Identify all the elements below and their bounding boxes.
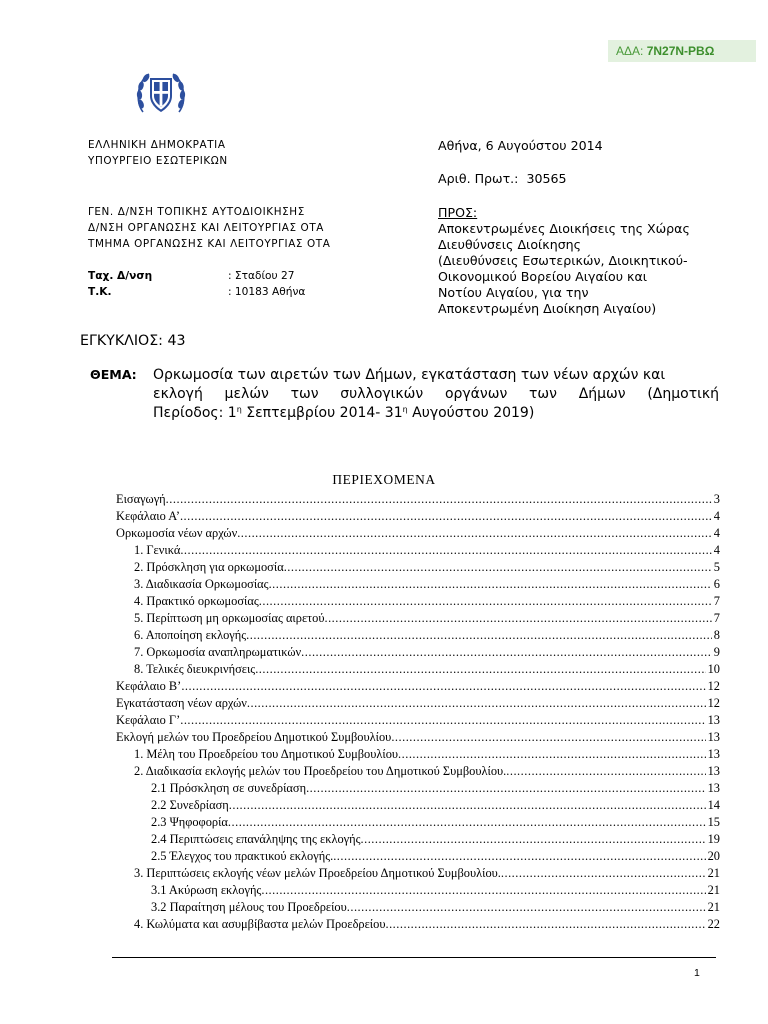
toc-leader [228, 814, 706, 831]
toc-entry[interactable] [134, 916, 720, 933]
toc-leader [247, 695, 706, 712]
toc-entry[interactable] [116, 508, 720, 525]
toc-entry-text: 2.5 Έλεγχος του πρακτικού εκλογής. [151, 849, 334, 863]
toc-entry-text: 5. Περίπτωση μη ορκωμοσίας αιρετού [134, 611, 325, 625]
subject-line [153, 404, 719, 423]
postcode-row [88, 284, 305, 300]
toc-leader [506, 763, 705, 780]
toc-leader [261, 882, 705, 899]
toc-entry-page: 21 [707, 883, 720, 897]
toc-entry-text: Εκλογή μελών του Προεδρείου Δημοτικού Συμβουλίου [116, 730, 392, 744]
toc-entry[interactable] [116, 678, 720, 695]
recipients-block [438, 205, 758, 317]
toc-entry[interactable] [151, 814, 720, 831]
toc-title: ΠΕΡΙΕΧΟΜΕΝΑ [332, 472, 436, 487]
toc-leader [180, 542, 711, 559]
subject-label: ΘΕΜΑ: [90, 367, 137, 382]
document-date: Αθήνα, 6 Αυγούστου 2014 [438, 138, 603, 153]
to-label: ΠΡΟΣ: [438, 205, 478, 220]
toc-entry-page: 4 [713, 509, 720, 523]
toc-entry-page: 13 [707, 747, 720, 761]
toc-leader [301, 644, 712, 661]
toc-entry[interactable] [116, 729, 720, 746]
subject-fragment: Περίοδος: 1 [153, 405, 237, 421]
toc-entry-page: 7 [713, 611, 720, 625]
toc-leader [361, 831, 706, 848]
toc-entry-page: 4 [713, 526, 720, 540]
toc-entry-page: 12 [707, 696, 720, 710]
toc-entry[interactable] [116, 695, 720, 712]
recipient-line: Αποκεντρωμένες Διοικήσεις της Χώρας [438, 221, 690, 236]
subject-line: Ορκωμοσία των αιρετών των Δήμων, εγκατάσταση των νέων αρχών και [153, 367, 666, 383]
subject-text [153, 366, 719, 423]
toc-entry-page: 8 [713, 628, 720, 642]
toc-leader [347, 899, 706, 916]
toc-leader [259, 593, 712, 610]
toc-entry[interactable] [151, 831, 720, 848]
ada-badge [608, 40, 756, 62]
toc-entry-text: 2. Πρόσκληση για ορκωμοσία [134, 560, 284, 574]
toc-entry-page: 4 [713, 543, 720, 557]
recipient-line: (Διευθύνσεις Εσωτερικών, Διοικητικού- [438, 253, 688, 268]
toc-entry[interactable] [134, 865, 720, 882]
recipient-line: Αποκεντρωμένη Διοίκηση Αιγαίου) [438, 301, 657, 316]
toc-entry[interactable] [151, 899, 720, 916]
republic-title: ΕΛΛΗΝΙΚΗ ΔΗΜΟΚΡΑΤΙΑ [88, 139, 226, 151]
ministry-title: ΥΠΟΥΡΓΕΙΟ ΕΣΩΤΕΡΙΚΩΝ [88, 155, 228, 167]
toc-entry-page: 14 [707, 798, 720, 812]
address-label: Ταχ. Δ/νση [88, 270, 153, 282]
toc-leader [246, 627, 712, 644]
toc-entry-text: 8. Τελικές διευκρινήσεις [134, 662, 256, 676]
toc-entry[interactable] [134, 746, 720, 763]
toc-entry[interactable] [134, 559, 720, 576]
toc-entry[interactable] [134, 610, 720, 627]
toc-entry-text: Κεφάλαιο Α’ [116, 509, 180, 523]
postcode-label: Τ.Κ. [88, 286, 112, 298]
directorate: Δ/ΝΣΗ ΟΡΓΑΝΩΣΗΣ ΚΑΙ ΛΕΙΤΟΥΡΓΙΑΣ ΟΤΑ [88, 222, 324, 234]
toc-entry-page: 20 [707, 849, 720, 863]
directorate-general: ΓΕΝ. Δ/ΝΣΗ ΤΟΠΙΚΗΣ ΑΥΤΟΔΙΟΙΚΗΣΗΣ [88, 206, 305, 218]
protocol-number: 30565 [526, 171, 567, 186]
toc-entry[interactable] [134, 593, 720, 610]
toc-entry-page: 5 [713, 560, 720, 574]
toc-entry[interactable] [134, 542, 720, 559]
toc-entry-page: 7 [713, 594, 720, 608]
toc-entry-text: Εισαγωγή [116, 492, 166, 506]
toc-entry-text: Κεφάλαιο Β’ [116, 679, 182, 693]
toc-leader [306, 780, 706, 797]
toc-entry-text: 7. Ορκωμοσία αναπληρωματικών [134, 645, 302, 659]
toc-entry-text: 3.1 Ακύρωση εκλογής [151, 883, 262, 897]
recipient-line: Διευθύνσεις Διοίκησης [438, 237, 582, 252]
subject-fragment: Σεπτεμβρίου 2014- 31 [241, 405, 403, 421]
page-number: 1 [694, 967, 700, 979]
recipient-line: Νοτίου Αιγαίου, για την [438, 285, 589, 300]
toc-entry[interactable] [116, 525, 720, 542]
toc-entry[interactable] [134, 763, 720, 780]
toc-entry-text: 3. Διαδικασία Ορκωμοσίας [134, 577, 269, 591]
superscript: η [402, 405, 408, 414]
toc-leader [181, 678, 705, 695]
toc-entry[interactable] [151, 848, 720, 865]
toc-entry-text: 6. Αποποίηση εκλογής [134, 628, 247, 642]
toc-entry-page: 21 [707, 900, 720, 914]
greek-emblem-icon [133, 66, 189, 122]
toc-leader [166, 491, 712, 508]
toc-entry-text: 3.2 Παραίτηση μέλους του Προεδρείου [151, 900, 347, 914]
toc-entry-text: 3. Περιπτώσεις εκλογής νέων μελών Προεδρείου Δημοτικού Συμβουλίου. [134, 866, 501, 880]
toc-entry-page: 10 [707, 662, 720, 676]
toc-leader [284, 559, 712, 576]
toc-entry-text: 2.1 Πρόσκληση σε συνεδρίαση [151, 781, 307, 795]
toc-entry-page: 9 [713, 645, 720, 659]
toc-entry-text: 4. Κωλύματα και ασυμβίβαστα μελών Προεδρείου [134, 917, 386, 931]
address-value: : Σταδίου 27 [228, 270, 295, 282]
toc-leader [501, 865, 706, 882]
protocol-label: Αριθ. Πρωτ.: [438, 171, 519, 186]
toc-entry-text: 4. Πρακτικό ορκωμοσίας [134, 594, 259, 608]
toc-entry-page: 19 [707, 832, 720, 846]
circular-number: ΕΓΚΥΚΛΙΟΣ: 43 [80, 333, 186, 349]
toc-leader [229, 797, 706, 814]
postcode-value: : 10183 Αθήνα [228, 286, 306, 298]
toc-leader [324, 610, 711, 627]
toc-entry-page: 13 [707, 730, 720, 744]
toc-entry-page: 13 [707, 781, 720, 795]
toc-entry-text: 1. Γενικά [134, 543, 181, 557]
subject-line: εκλογή μελών των συλλογικών οργάνων των Δήμων (Δημοτική [153, 386, 719, 402]
toc-leader [255, 661, 705, 678]
ada-label: ΑΔΑ: [616, 44, 647, 58]
toc-entry[interactable] [134, 661, 720, 678]
toc-entry-text: Ορκωμοσία νέων αρχών [116, 526, 238, 540]
toc-entry-text: 2.2 Συνεδρίαση [151, 798, 229, 812]
toc-leader [180, 508, 712, 525]
subject-fragment: Αυγούστου 2019) [407, 405, 535, 421]
toc-leader [333, 848, 705, 865]
toc-entry[interactable] [134, 644, 720, 661]
toc-entry-page: 13 [707, 764, 720, 778]
toc-leader [269, 576, 712, 593]
toc-entry-page: 3 [713, 492, 720, 506]
toc-leader [391, 729, 705, 746]
toc-entry-page: 12 [707, 679, 720, 693]
ada-code: 7Ν27Ν-ΡΒΩ [646, 44, 715, 58]
superscript: η [236, 405, 242, 414]
toc-entry[interactable] [151, 797, 720, 814]
toc-entry-page: 13 [707, 713, 720, 727]
recipient-line: Οικονομικού Βορείου Αιγαίου και [438, 269, 648, 284]
department: ΤΜΗΜΑ ΟΡΓΑΝΩΣΗΣ ΚΑΙ ΛΕΙΤΟΥΡΓΙΑΣ ΟΤΑ [88, 238, 331, 250]
toc-entry[interactable] [151, 780, 720, 797]
toc-entry-text: 2. Διαδικασία εκλογής μελών του Προεδρείου του Δημοτικού Συμβουλίου. [134, 764, 507, 778]
address-row [88, 268, 295, 284]
toc-entry-text: Κεφάλαιο Γ’ [116, 713, 181, 727]
protocol-line [438, 171, 758, 187]
toc-leader [237, 525, 712, 542]
toc-entry[interactable] [134, 576, 720, 593]
toc-entry[interactable] [116, 491, 720, 508]
toc-entry[interactable] [151, 882, 720, 899]
toc-leader [385, 916, 705, 933]
toc-entry-page: 15 [707, 815, 720, 829]
footer-divider [112, 957, 716, 958]
toc-entry-text: 1. Μέλη του Προεδρείου του Δημοτικού Συμβουλίου [134, 747, 399, 761]
toc-entry-text: 2.4 Περιπτώσεις επανάληψης της εκλογής [151, 832, 361, 846]
toc-entry[interactable] [116, 712, 720, 729]
toc-entry-text: 2.3 Ψηφοφορία [151, 815, 228, 829]
toc-leader [180, 712, 705, 729]
toc-entry-text: Εγκατάσταση νέων αρχών [116, 696, 247, 710]
toc-leader [398, 746, 706, 763]
toc-entry[interactable] [134, 627, 720, 644]
toc-entry-page: 6 [713, 577, 720, 591]
toc-entry-page: 21 [707, 866, 720, 880]
toc-entry-page: 22 [707, 917, 720, 931]
